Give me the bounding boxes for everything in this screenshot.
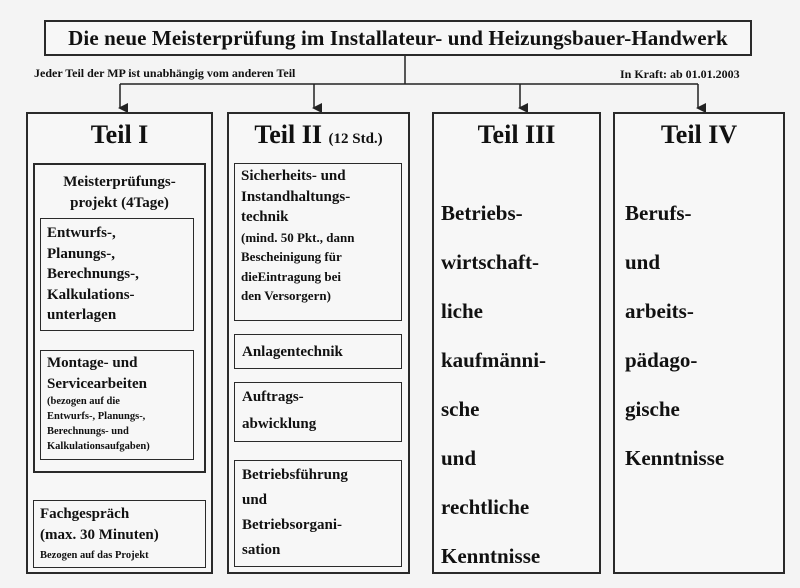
effective-date-note: In Kraft: ab 01.01.2003 xyxy=(620,67,740,81)
teil-2-heading: Teil II (12 Std.) xyxy=(254,120,383,149)
teil-1-heading: Teil I xyxy=(90,120,149,149)
sicherheit-text: Sicherheits- und Instandhaltungs- technik (mind. 50 Pkt., dann Bescheinigung für dieEintragung bei den Versorgern) xyxy=(241,168,355,303)
teil-4-content: Berufs- und arbeits- pädago- gische Kenntnisse xyxy=(625,201,725,470)
auftragsabwicklung-text: Auftrags- abwicklung xyxy=(242,389,317,432)
fachgespraech-text: Fachgespräch (max. 30 Minuten) Bezogen auf das Projekt xyxy=(40,506,159,561)
anlagentechnik-text: Anlagentechnik xyxy=(242,344,343,360)
projekt-title: Meisterprüfungs- projekt (4Tage) xyxy=(63,174,176,211)
unterlagen-text: Entwurfs-, Planungs-, Berechnungs-, Kalkulations- unterlagen xyxy=(47,225,139,323)
betriebsfuehrung-text: Betriebsführung und Betriebsorgani- sation xyxy=(242,467,348,558)
page-title: Die neue Meisterprüfung im Installateur- und Heizungsbauer-Handwerk xyxy=(44,20,752,56)
independence-note: Jeder Teil der MP ist unabhängig vom anderen Teil xyxy=(34,66,296,80)
montage-text: Montage- und Servicearbeiten (bezogen auf die Entwurfs-, Planungs-, Berechnungs- und Kalkulationsaufgaben) xyxy=(47,355,150,452)
teil-3-content: Betriebs- wirtschaft- liche kaufmänni- sche und rechtliche Kenntnisse xyxy=(441,201,547,568)
teil-3-heading: Teil III xyxy=(477,120,556,149)
teil-4-heading: Teil IV xyxy=(660,120,738,149)
